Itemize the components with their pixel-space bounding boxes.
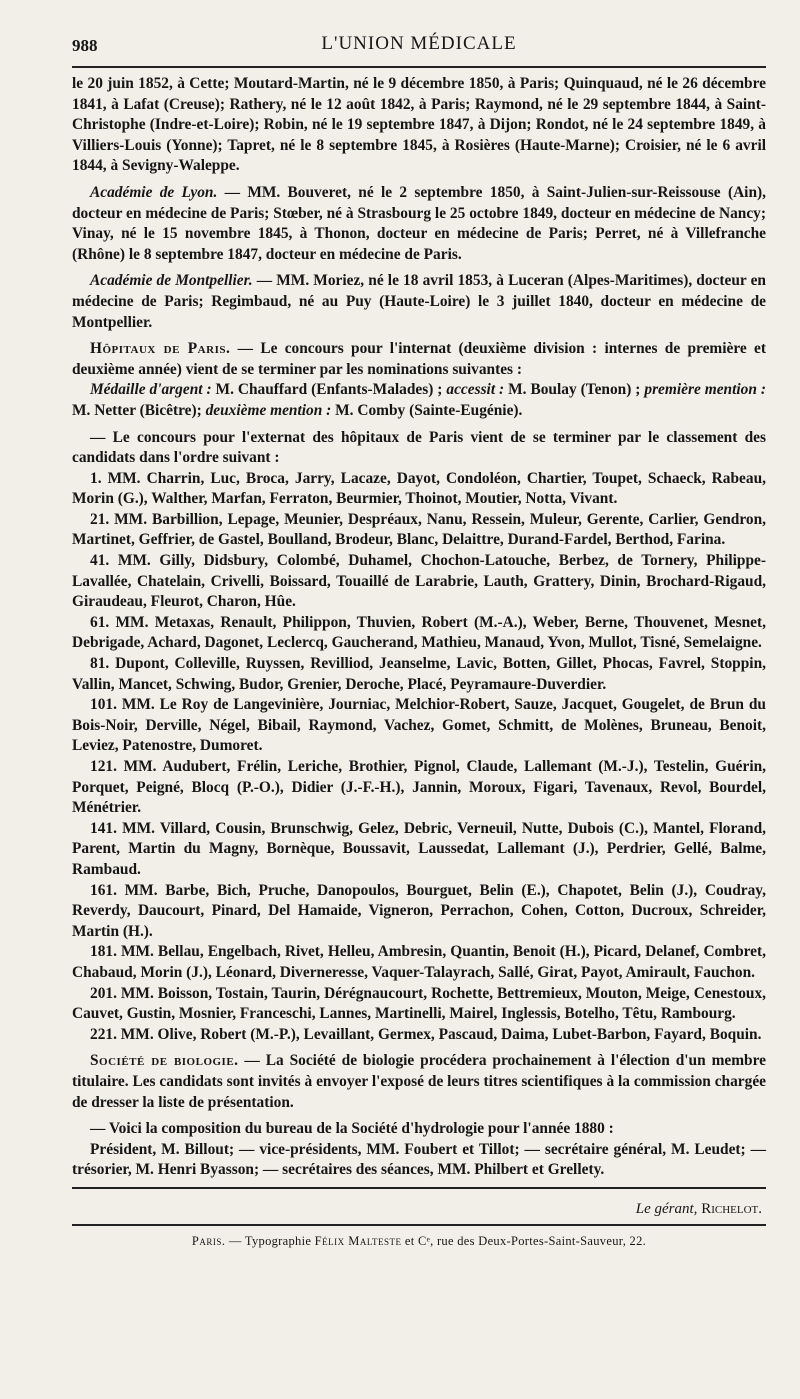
- page-number: 988: [72, 36, 98, 55]
- list-group-161: 161. MM. Barbe, Bich, Pruche, Danopoulos, Bourguet, Belin (E.), Chapotet, Belin (J.), Coudray, Reverdy, Daucourt, Pinard, Del Hamaide, Vigneron, Perrachon, Cohen, Cotton, Ducroux, Schreider, Martin (H.).: [72, 881, 766, 940]
- running-head: [72, 0, 766, 66]
- list-group-221: 221. MM. Olive, Robert (M.-P.), Levaillant, Germex, Pascaud, Daima, Lubet-Barbon, Fayard, Boquin.: [90, 1025, 762, 1043]
- paragraph-text: — La Société de biologie procédera prochainement à l'élection d'un membre titulaire. Les candidats sont invités à envoyer l'exposé de leurs titres scientifiques à la commission chargée de dresser la liste de présentation.: [72, 1052, 766, 1111]
- list-group-61: 61. MM. Metaxas, Renault, Philippon, Thuvien, Robert (M.-A.), Weber, Berne, Thouvenet, Mesnet, Debrigade, Achard, Dagonet, Leclercq, Gaucherand, Mathieu, Manaud, Yvon, Mullot, Tisné, Semelaigne.: [72, 613, 766, 652]
- list-group-41: 41. MM. Gilly, Didsbury, Colombé, Duhamel, Chochon-Latouche, Berbez, de Tornery, Philippe-Lavallée, Chatelain, Crivelli, Boissard, Touaillé de Larabrie, Lauth, Grattery, Dinin, Brochard-Rigaud, Giraudeau, Fleurot, Charon, Hûe.: [72, 552, 766, 611]
- imprint-text: — Typographie: [225, 1233, 315, 1248]
- list-group-101: 101. MM. Le Roy de Langevinière, Journiac, Melchior-Robert, Sauze, Jacquet, Gougelet, de Brun du Bois-Noir, Derville, Négel, Bibail, Raymond, Vachez, Gomet, Schmitt, de Molènes, Bruneau, Benoit, Leviez, Patenostre, Dumoret.: [72, 696, 766, 755]
- imprint-city: Paris.: [191, 1233, 226, 1248]
- paragraph-text: — MM. Bouveret, né le 2 septembre 1850, à Saint-Julien-sur-Reissouse (Ain), docteur en médecine de Paris; Stœber, né à Strasbourg le 25 octobre 1849, docteur en médecine de Nancy; Vinay, né le 15 novembre 1845, à Thonon, docteur en médecine de Paris; Perret, né à Villefranche (Rhône) le 8 septembre 1847, docteur en médecine de Paris.: [72, 183, 766, 263]
- section-head-academie-lyon: Académie de Lyon.: [90, 183, 218, 201]
- paragraph-societe-hydrologie: — Voici la composition du bureau de la Société d'hydrologie pour l'année 1880 :: [90, 1120, 614, 1138]
- journal-title: L'UNION MÉDICALE: [321, 33, 517, 54]
- medal-label: Médaille d'argent :: [90, 381, 212, 399]
- list-group-181: 181. MM. Bellau, Engelbach, Rivet, Helleu, Ambresin, Quantin, Benoit (H.), Picard, Delanef, Combret, Chabaud, Morin (J.), Léonard, Diverneresse, Vaquer-Talayrach, Sallé, Girat, Payot, Amirault, Fauchon.: [72, 943, 766, 981]
- second-mention-text: M. Comby (Sainte-Eugénie).: [331, 401, 523, 419]
- paragraph-hopitaux-paris: [72, 339, 766, 380]
- paragraph-externat: — Le concours pour l'externat des hôpitaux de Paris vient de se terminer par le classement des candidats dans l'ordre suivant :: [72, 428, 766, 467]
- paragraph-text: — Le concours pour l'internat (deuxième division : internes de première et deuxième année) vient de se terminer par les nominations suivantes :: [72, 340, 766, 378]
- article-body: [72, 74, 766, 1181]
- paragraph-academie-lyon: [72, 183, 766, 265]
- paragraph-bureau: Président, M. Billout; — vice-présidents, MM. Foubert et Tillot; — secrétaire général, M. Leudet; — trésorier, M. Henri Byasson; — secrétaires des séances, MM. Philbert et Grellety.: [72, 1140, 766, 1179]
- paragraph-text: — MM. Moriez, né le 18 avril 1853, à Luceran (Alpes-Maritimes), docteur en médecine de Paris; Regimbaud, né au Puy (Haute-Loire) le 3 juillet 1840, docteur en médecine de Montpellier.: [72, 272, 766, 331]
- footer-rule: [72, 1224, 766, 1226]
- medal-text: M. Chauffard (Enfants-Malades) ;: [211, 381, 447, 399]
- paragraph-medailles: [72, 380, 766, 421]
- paragraph-academie-montpellier: [72, 271, 766, 333]
- section-head-academie-montpellier: Académie de Montpellier.: [90, 272, 253, 290]
- list-group-21: 21. MM. Barbillion, Lepage, Meunier, Despréaux, Nanu, Ressein, Muleur, Gerente, Carlier, Gendron, Martinet, Geffrier, de Gastel, Boulland, Brodeur, Blanc, Delaittre, Durand-Fardel, Berthod, Farina.: [72, 510, 766, 549]
- accessit-label: accessit :: [446, 381, 505, 399]
- list-group-141: 141. MM. Villard, Cousin, Brunschwig, Gelez, Debric, Verneuil, Nutte, Dubois (C.), Mantel, Florand, Parent, Martin du Magny, Bornèque, Boussavit, Laussedat, Lallemant (J.), Perdrier, Gellé, Balme, Rambaud.: [72, 819, 766, 878]
- list-group-1: 1. MM. Charrin, Luc, Broca, Jarry, Lacaze, Dayot, Condoléon, Chartier, Toupet, Schaeck, Rabeau, Morin (G.), Walther, Marfan, Ferraton, Beurmier, Thoinot, Moutier, Notta, Vivant.: [72, 469, 766, 508]
- section-head-hopitaux: Hôpitaux de Paris.: [90, 340, 231, 358]
- imprint-printer: Félix Malteste: [314, 1233, 402, 1248]
- paragraph-societe-biologie: [72, 1051, 766, 1113]
- section-head-societe-biologie: Société de biologie.: [90, 1052, 239, 1070]
- signature-rule: [72, 1187, 766, 1189]
- signature-name: Richelot.: [701, 1200, 762, 1217]
- second-mention-label: deuxième mention :: [205, 401, 332, 419]
- signature: [72, 1201, 766, 1218]
- imprint-address: et Cᵉ, rue des Deux-Portes-Saint-Sauveur, 22.: [401, 1233, 647, 1248]
- signature-role: Le gérant,: [635, 1200, 698, 1217]
- printer-imprint: [72, 1234, 766, 1249]
- first-mention-label: première mention :: [644, 381, 766, 399]
- list-group-121: 121. MM. Audubert, Frélin, Leriche, Brothier, Pignol, Claude, Lallemant (M.-J.), Testelin, Guérin, Porquet, Peigné, Blocq (P.-O.), Didier (J.-F.-H.), Jannin, Moroux, Figari, Tavenaux, Revol, Bourdel, Ménétrier.: [72, 758, 766, 817]
- paragraph-nominations-continued: le 20 juin 1852, à Cette; Moutard-Martin, né le 9 décembre 1850, à Paris; Quinquaud, né le 26 décembre 1841, à Lafat (Creuse); Rathery, né le 12 août 1842, à Paris; Raymond, né le 29 septembre 1844, à Saint-Christophe (Indre-et-Loire); Robin, né le 19 septembre 1847, à Dijon; Rondot, né le 24 septembre 1849, à Villiers-Louis (Yonne); Tapret, né le 8 septembre 1845, à Rosières (Haute-Marne); Croisier, né le 6 avril 1844, à Sevigny-Waleppe.: [72, 75, 766, 175]
- header-rule: [72, 66, 766, 68]
- list-group-201: 201. MM. Boisson, Tostain, Taurin, Dérégnaucourt, Rochette, Bettremieux, Mouton, Meige, Cenestoux, Cauvet, Gustin, Mosnier, Franceschi, Lannes, Martinelli, Mairel, Inglessis, Botelho, Têtu, Rambourg.: [72, 984, 766, 1023]
- list-group-81: 81. Dupont, Colleville, Ruyssen, Revilliod, Jeanselme, Lavic, Botten, Gillet, Phocas, Favrel, Stoppin, Vallin, Mancet, Schwing, Budor, Grenier, Deroche, Placé, Peyramaure-Duverdier.: [72, 655, 766, 693]
- accessit-text: M. Boulay (Tenon) ;: [504, 381, 645, 399]
- first-mention-text: M. Netter (Bicêtre);: [72, 401, 206, 419]
